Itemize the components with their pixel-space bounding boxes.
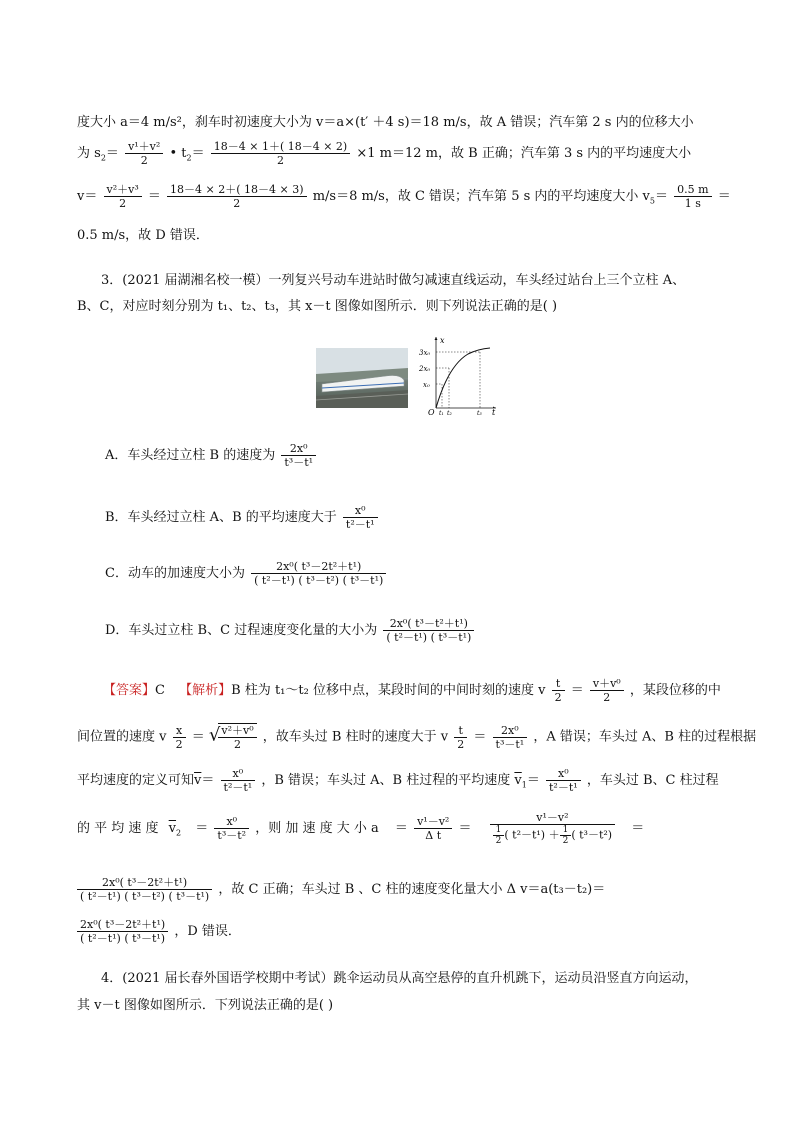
text: ( t³－t²) xyxy=(571,828,613,842)
denominator: 2 xyxy=(560,835,572,846)
fraction xyxy=(77,918,168,945)
text: ×1 m＝12 m，故 B 正确；汽车第 3 s 内的平均速度大小 xyxy=(356,146,692,161)
denominator: 2 xyxy=(493,835,505,846)
text: 为 s xyxy=(77,146,101,161)
numerator: v¹－v² xyxy=(536,811,569,824)
option-a-text: A．车头经过立柱 B 的速度为 xyxy=(105,448,276,463)
numerator: x⁰ xyxy=(226,815,238,828)
option-d-fraction xyxy=(383,617,474,644)
fraction xyxy=(211,140,351,167)
text: m/s＝8 m/s，故 C 错误；汽车第 5 s 内的平均速度大小 v xyxy=(312,189,650,204)
fraction xyxy=(167,183,307,210)
text: ＝ xyxy=(570,683,584,698)
text: ，某段位移的中 xyxy=(629,683,721,698)
numerator: 2x⁰( t³－2t²＋t¹) xyxy=(276,560,362,573)
v-bar: $\overline{v}$ xyxy=(168,821,177,836)
subscript: 2 xyxy=(176,828,182,838)
numerator: t xyxy=(458,723,463,737)
numerator: x⁰ xyxy=(354,504,366,517)
analysis-line-5 xyxy=(77,876,605,903)
text: ＝ xyxy=(105,146,119,161)
analysis-line-3 xyxy=(77,767,719,794)
text: ＝ xyxy=(526,773,540,788)
numerator: x⁰ xyxy=(232,767,244,780)
text: v＝ xyxy=(77,189,98,204)
analysis-label: 【解析】 xyxy=(179,683,232,698)
option-a-fraction xyxy=(281,442,316,469)
text: 的 平 均 速 度 xyxy=(77,821,159,836)
text: ＝ xyxy=(195,821,209,836)
fraction xyxy=(490,811,615,846)
text: ，B 错误；车头过 A、B 柱过程的平均速度 xyxy=(261,773,511,788)
v-bar: $\overline{v}$ xyxy=(514,773,522,788)
solution-line-1: 度大小 a＝4 m/s²，刹车时初速度大小为 v＝a×(t′ ＋4 s)＝18 m/s，故 A 错误；汽车第 2 s 内的位移大小 xyxy=(77,115,694,130)
numerator: 2x⁰ xyxy=(501,723,519,737)
x-tick-t2: t₂ xyxy=(447,410,452,416)
denominator: t³－t¹ xyxy=(493,737,528,751)
denominator: ( t²－t¹) ( t³－t²) ( t³－t¹) xyxy=(251,573,386,587)
text: ＝ xyxy=(191,146,205,161)
numerator: 18－4 × 2＋( 18－4 × 3) xyxy=(170,183,304,196)
option-b-text: B．车头经过立柱 A、B 的平均速度大于 xyxy=(105,510,337,525)
analysis-line-2 xyxy=(77,723,756,751)
denominator: Δ t xyxy=(414,828,452,842)
fraction xyxy=(104,183,142,210)
option-b-fraction xyxy=(343,504,378,531)
option-c xyxy=(105,560,388,587)
sqrt-icon: √ xyxy=(208,724,221,746)
numerator: x⁰ xyxy=(558,767,569,780)
question-4-stem-line-1: 4．(2021 届长春外国语学校期中考试）跳伞运动员从高空悬停的直升机跳下，运动员沿竖直方向运动， xyxy=(101,971,698,986)
x-t-graph-svg xyxy=(418,334,498,416)
fraction xyxy=(674,183,711,210)
x-tick-t1: t₁ xyxy=(439,410,444,416)
text: ，则 加 速 度 大 小 a xyxy=(255,821,379,836)
text: ，故车头过 B 柱时的速度大于 v xyxy=(262,729,449,745)
numerator: 18－4 × 1＋( 18－4 × 2) xyxy=(213,140,348,153)
text: ＝ xyxy=(394,821,408,836)
solution-line-3 xyxy=(77,183,731,210)
denominator: 2 xyxy=(125,153,163,167)
option-c-fraction xyxy=(251,560,386,587)
fraction xyxy=(493,724,528,751)
fraction xyxy=(414,815,452,842)
y-tick-2x0: 2x₀ xyxy=(419,365,431,373)
y-tick-3x0: 3x₀ xyxy=(419,349,431,357)
text: 间位置的速度 v xyxy=(77,729,167,745)
denominator: ( t²－t¹) ( t³－t¹) xyxy=(383,630,474,644)
denominator: 2 xyxy=(552,690,565,704)
denominator: 2 xyxy=(173,737,186,751)
denominator: ( t²－t¹) ( t³－t¹) xyxy=(77,931,168,945)
analysis-line-6 xyxy=(77,918,241,945)
fraction xyxy=(214,815,249,842)
denominator: 2 xyxy=(167,196,307,210)
x-tick-t3: t₃ xyxy=(477,410,482,416)
fraction xyxy=(77,876,212,903)
option-d-text: D．车头过立柱 B、C 过程速度变化量的大小为 xyxy=(105,623,378,638)
numerator: 2x⁰ xyxy=(289,442,308,455)
numerator: v¹－v² xyxy=(417,815,450,828)
subscript: 2 xyxy=(100,153,106,163)
text: • t xyxy=(169,146,187,161)
fraction xyxy=(546,767,581,794)
y-axis-arrow-icon xyxy=(435,337,438,340)
numerator: 2x⁰( t³－t²＋t¹) xyxy=(389,617,468,630)
text: ＝ xyxy=(147,189,161,204)
fraction xyxy=(590,677,624,704)
numerator: 1 xyxy=(495,825,502,835)
text: ，D 错误． xyxy=(174,924,241,939)
numerator: v²＋v⁰ xyxy=(221,724,254,737)
answer-label: 【答案】 xyxy=(103,683,156,698)
denominator: 2 xyxy=(454,737,467,751)
half-fraction xyxy=(493,825,505,846)
text: ＝ xyxy=(654,189,668,204)
fraction xyxy=(221,767,256,794)
analysis-line-4 xyxy=(77,811,644,846)
option-c-text: C．动车的加速度大小为 xyxy=(105,566,245,581)
option-a xyxy=(105,442,318,469)
question-3-stem-line-1: 3．(2021 届湖湘名校一模）一列复兴号动车进站时做匀减速直线运动，车头经过站台上三个立柱 A、 xyxy=(101,273,686,288)
denominator: t²－t¹ xyxy=(546,780,581,794)
denominator: t²－t¹ xyxy=(221,780,256,794)
denominator: 2 xyxy=(211,153,351,167)
denominator: 2 xyxy=(104,196,142,210)
text: ＝ xyxy=(458,821,472,836)
numerator: 2x⁰( t³－2t²＋t¹) xyxy=(102,876,188,889)
solution-line-2 xyxy=(77,140,691,167)
subscript: 5 xyxy=(649,196,655,206)
subscript: 2 xyxy=(186,153,192,163)
analysis-line-1 xyxy=(103,677,721,704)
option-b xyxy=(105,504,380,531)
solution-line-4: 0.5 m/s，故 D 错误． xyxy=(77,228,209,243)
denominator: t³－t¹ xyxy=(281,455,316,469)
text: 平均速度的定义可知 xyxy=(77,773,195,788)
half-fraction xyxy=(560,825,572,846)
denominator: 2 xyxy=(218,737,256,751)
text: ＝ xyxy=(473,729,487,745)
x-t-curve xyxy=(436,348,490,408)
subscript-fraction xyxy=(173,724,186,751)
question-4-stem-line-2: 其 v－t 图像如图所示．下列说法正确的是( ) xyxy=(77,998,334,1013)
option-d xyxy=(105,617,476,644)
sqrt-fraction xyxy=(218,723,256,751)
train-photo-drawing xyxy=(316,348,408,408)
text: ( t²－t¹) ＋ xyxy=(504,828,560,842)
text: B 柱为 t₁～t₂ 位移中点，某段时间的中间时刻的速度 v xyxy=(231,683,546,698)
x-axis-label: t xyxy=(492,408,496,416)
subscript-fraction xyxy=(552,677,565,704)
answer-value: C xyxy=(155,683,165,698)
numerator: 2x⁰( t³－2t²＋t¹) xyxy=(80,918,166,931)
text: ＝ xyxy=(717,189,731,204)
numerator: v¹＋v² xyxy=(128,140,161,153)
denominator: ( t²－t¹) ( t³－t²) ( t³－t¹) xyxy=(77,889,212,903)
train-photo xyxy=(316,348,408,408)
origin-label: O xyxy=(428,408,435,416)
subscript-fraction xyxy=(454,724,467,751)
fraction xyxy=(125,140,163,167)
text: ，车头过 B、C 柱过程 xyxy=(586,773,719,788)
x-t-graph xyxy=(418,334,498,416)
question-3-stem-line-2: B、C，对应时刻分别为 t₁、t₂、t₃，其 x－t 图像如图所示．则下列说法正确的是( ) xyxy=(77,299,558,314)
denominator: t³－t² xyxy=(214,828,249,842)
denominator: t²－t¹ xyxy=(343,517,378,531)
y-tick-x0: x₀ xyxy=(423,381,430,389)
numerator: v²＋v³ xyxy=(106,183,139,196)
subscript: 1 xyxy=(521,780,527,790)
numerator: 1 xyxy=(562,825,569,835)
v-bar: $\overline{v}$ xyxy=(194,773,202,788)
numerator: x xyxy=(176,723,183,737)
denominator: 2 xyxy=(590,690,624,704)
y-axis-label: x xyxy=(440,336,445,345)
text: ＝ xyxy=(191,729,205,745)
text: ，A 错误；车头过 A、B 柱的过程根据 xyxy=(533,729,757,745)
text: ，故 C 正确；车头过 B 、C 柱的速度变化量大小 Δ v＝a(t₃－t₂)＝ xyxy=(218,882,606,897)
numerator: t xyxy=(555,677,561,690)
text: ＝ xyxy=(631,821,645,836)
denominator: 1 s xyxy=(674,196,711,210)
denominator xyxy=(490,824,615,846)
numerator: v＋v⁰ xyxy=(592,677,621,690)
numerator: 0.5 m xyxy=(677,183,709,196)
text: ＝ xyxy=(201,773,215,788)
